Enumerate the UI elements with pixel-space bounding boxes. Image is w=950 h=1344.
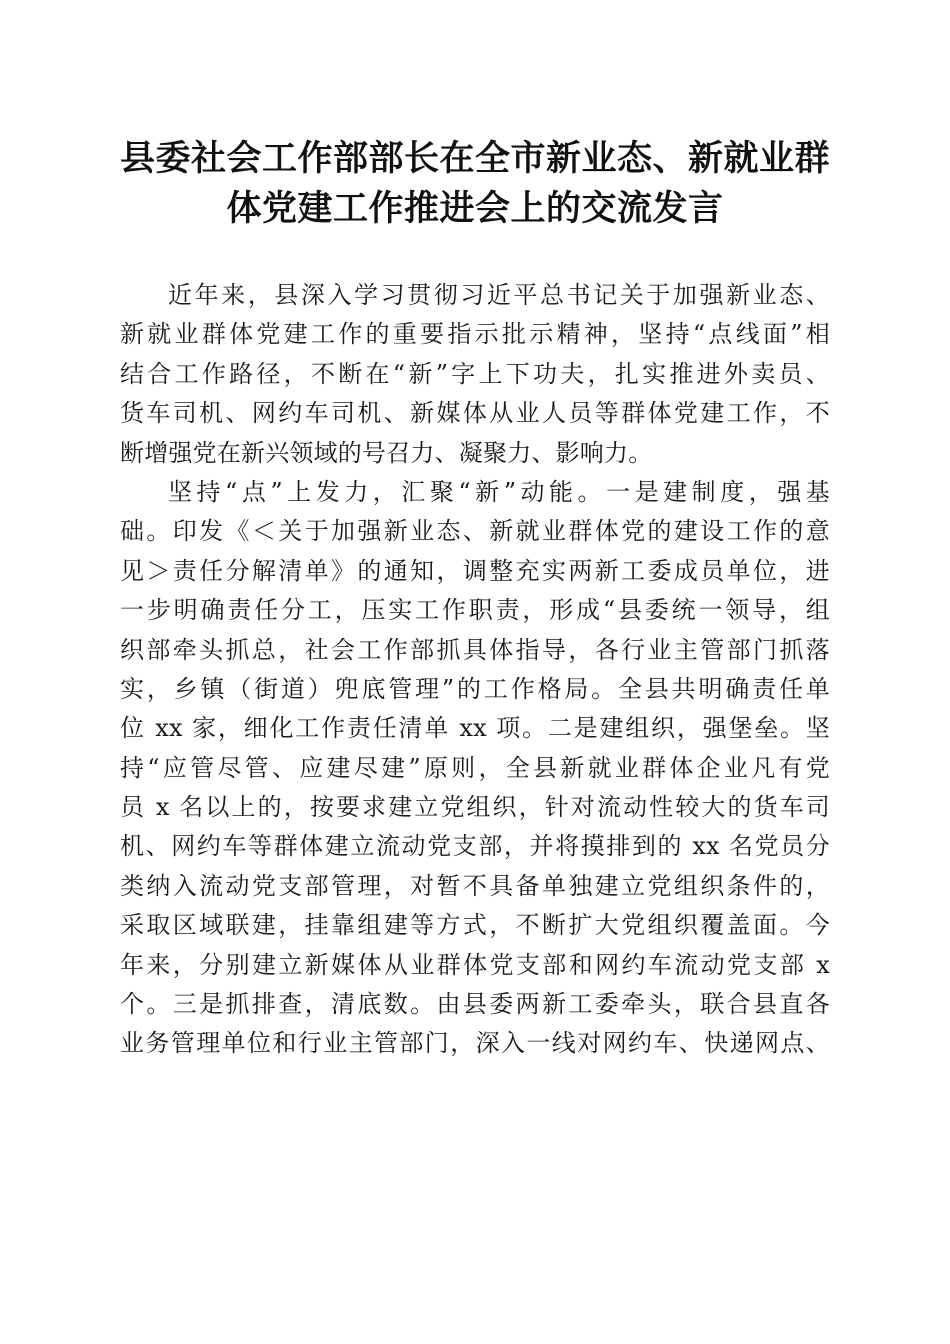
document-title <box>90 134 860 234</box>
text-line: 实，乡镇（街道）兜底管理”的工作格局。全县共明确责任单 <box>120 674 830 703</box>
text-line: 断增强党在新兴领域的号召力、凝聚力、影响力。 <box>120 438 653 467</box>
text-line: 一步明确责任分工，压实工作职责，形成“县委统一领导，组 <box>120 596 830 625</box>
text-line: 见＞责任分解清单》的通知，调整充实两新工委成员单位，进 <box>120 556 830 585</box>
text-line: 员 x 名以上的，按要求建立党组织，针对流动性较大的货车司 <box>120 793 830 822</box>
text-line: 近年来，县深入学习贯彻习近平总书记关于加强新业态、 <box>168 281 830 309</box>
paragraph-intro <box>120 276 830 473</box>
title-line-1: 县委社会工作部部长在全市新业态、新就业群 <box>119 138 830 179</box>
text-line: 业务管理单位和行业主管部门，深入一线对网约车、快递网点、 <box>120 1029 830 1058</box>
text-line: 类纳入流动党支部管理，对暂不具备单独建立党组织条件的， <box>120 871 830 900</box>
text-line: 年来，分别建立新媒体从业群体党支部和网约车流动党支部 x <box>120 950 830 979</box>
text-line: 新就业群体党建工作的重要指示批示精神，坚持“点线面”相 <box>120 320 830 349</box>
text-line: 持“应管尽管、应建尽建”原则，全县新就业群体企业凡有党 <box>120 753 830 782</box>
text-line: 结合工作路径，不断在“新”字上下功夫，扎实推进外卖员、 <box>120 359 830 388</box>
text-line: 货车司机、网约车司机、新媒体从业人员等群体党建工作，不 <box>120 399 830 428</box>
text-line: 采取区域联建，挂靠组建等方式，不断扩大党组织覆盖面。今 <box>120 911 830 940</box>
text-line: 坚持“点”上发力，汇聚“新”动能。一是建制度，强基 <box>168 477 830 506</box>
text-line: 机、网约车等群体建立流动党支部，并将摸排到的 xx 名党员分 <box>120 832 830 861</box>
document-body <box>120 276 830 1064</box>
paragraph-point-section <box>120 473 830 1064</box>
text-line: 位 xx 家，细化工作责任清单 xx 项。二是建组织，强堡垒。坚 <box>120 714 830 743</box>
text-line: 础。印发《＜关于加强新业态、新就业群体党的建设工作的意 <box>120 517 830 546</box>
text-line: 织部牵头抓总，社会工作部抓具体指导，各行业主管部门抓落 <box>120 635 830 664</box>
title-line-2: 体党建工作推进会上的交流发言 <box>226 188 724 229</box>
text-line: 个。三是抓排查，清底数。由县委两新工委牵头，联合县直各 <box>120 990 830 1019</box>
